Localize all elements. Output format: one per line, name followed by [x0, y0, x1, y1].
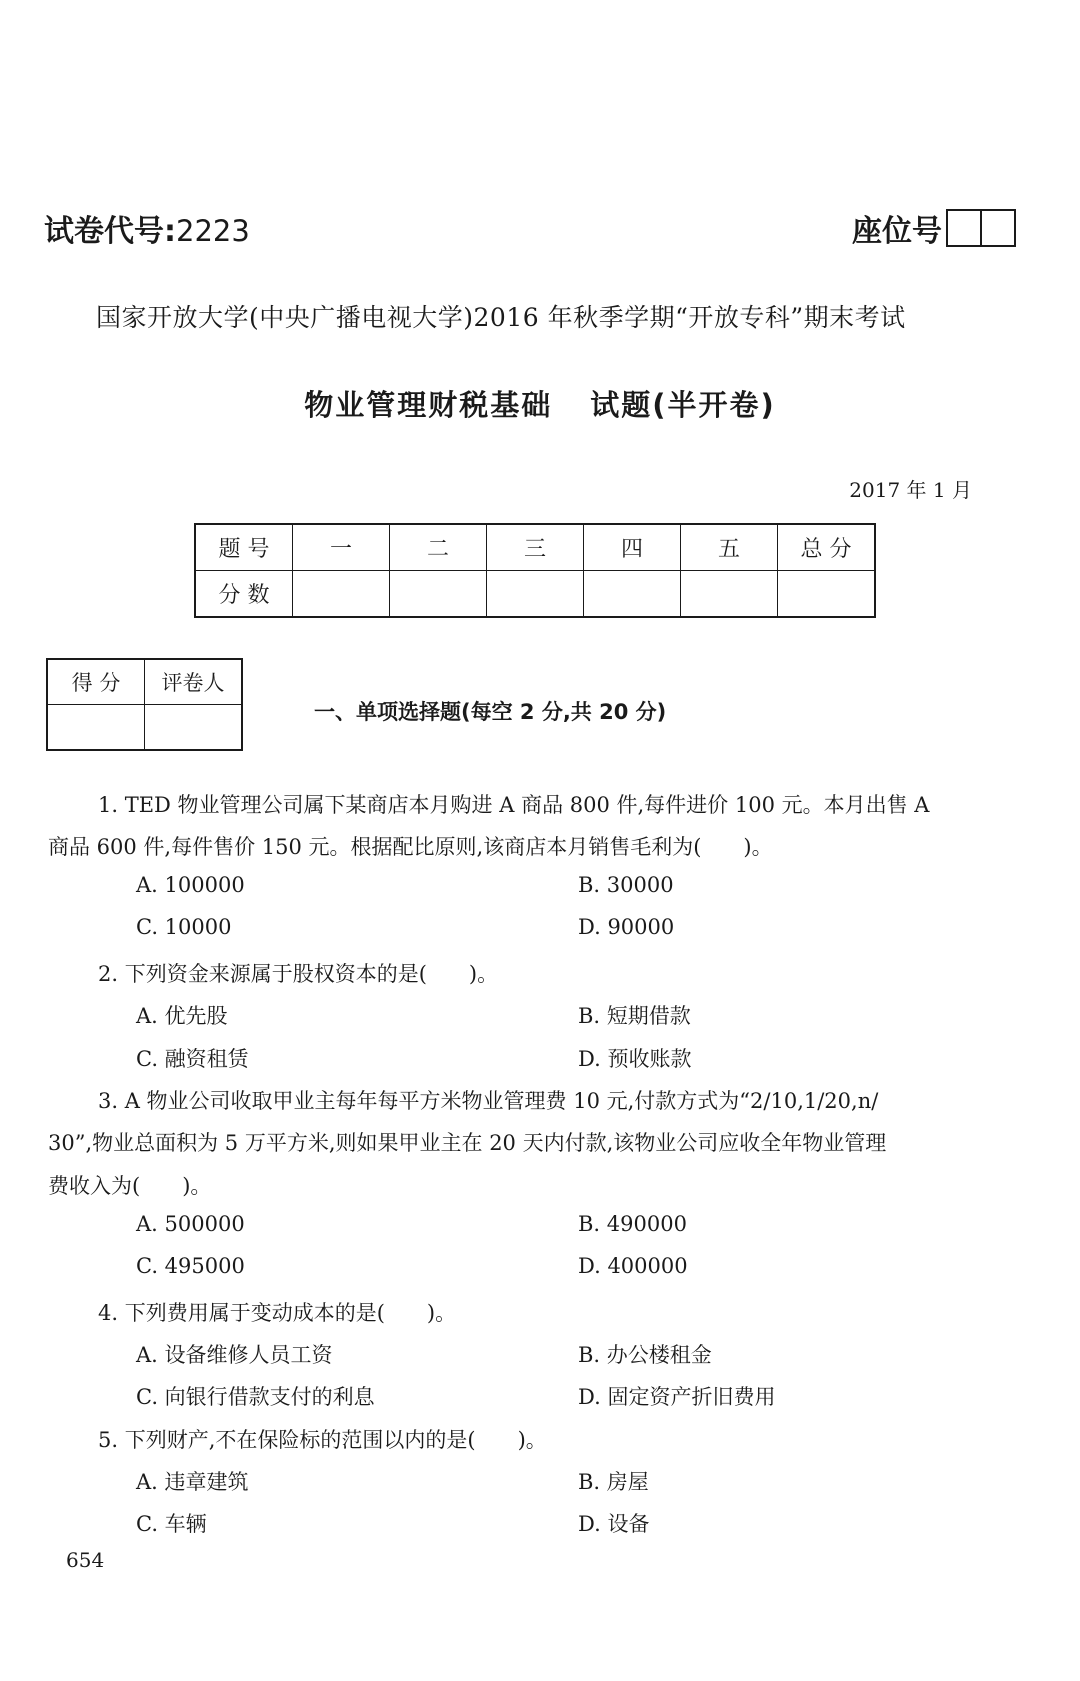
exam-date: 2017 年 1 月	[849, 478, 972, 502]
question-line: 2. 下列资金来源属于股权资本的是( )。	[98, 962, 499, 986]
question-option: C. 融资租赁	[136, 1047, 249, 1071]
seat-box	[948, 211, 980, 245]
seat-number-label: 座位号	[852, 214, 942, 249]
seat-box	[980, 211, 1014, 245]
seat-number	[852, 206, 1016, 250]
question-option: C. 车辆	[136, 1512, 207, 1536]
question-option: D. 预收账款	[578, 1047, 692, 1071]
question-line: 商品 600 件,每件售价 150 元。根据配比原则,该商店本月销售毛利为( )。	[48, 835, 773, 859]
question-option: B. 30000	[578, 873, 674, 897]
grader-cell: 评卷人	[145, 659, 243, 705]
question-line: 30”,物业总面积为 5 万平方米,则如果甲业主在 20 天内付款,该物业公司应收全年物业管理	[48, 1131, 887, 1155]
score-cell-blank	[778, 571, 876, 618]
question-option: A. 500000	[136, 1212, 245, 1236]
question-option: A. 违章建筑	[136, 1470, 249, 1494]
score-cell-blank	[390, 571, 487, 618]
score-cell-blank	[584, 571, 681, 618]
score-cell: 三	[487, 524, 584, 571]
score-cell: 总 分	[778, 524, 876, 571]
exam-code-label: 试卷代号:	[44, 214, 176, 249]
grader-table-header-row	[47, 659, 242, 705]
score-cell-blank	[293, 571, 390, 618]
score-cell-blank	[681, 571, 778, 618]
question-option: A. 设备维修人员工资	[136, 1343, 333, 1367]
question-option: D. 400000	[578, 1254, 688, 1278]
question-option: B. 短期借款	[578, 1004, 691, 1028]
score-cell: 五	[681, 524, 778, 571]
score-cell: 一	[293, 524, 390, 571]
score-cell: 分 数	[195, 571, 293, 618]
exam-code-value: 2223	[176, 214, 250, 248]
grader-table	[46, 658, 243, 751]
exam-code	[44, 206, 250, 250]
score-table	[194, 523, 876, 618]
question-option: A. 优先股	[136, 1004, 228, 1028]
subject-name: 物业管理财税基础	[304, 388, 553, 422]
question-option: B. 房屋	[578, 1470, 649, 1494]
question-line: 1. TED 物业管理公司属下某商店本月购进 A 商品 800 件,每件进价 100 元。本月出售 A	[98, 793, 930, 817]
question-option: C. 向银行借款支付的利息	[136, 1385, 375, 1409]
question-option: D. 90000	[578, 915, 675, 939]
question-option: D. 设备	[578, 1512, 650, 1536]
question-line: 4. 下列费用属于变动成本的是( )。	[98, 1301, 457, 1325]
subject-title	[0, 383, 1080, 424]
seat-number-boxes	[946, 209, 1016, 247]
grader-cell-blank	[47, 705, 145, 751]
score-cell-blank	[487, 571, 584, 618]
question-option: A. 100000	[136, 873, 245, 897]
question-line: 费收入为( )。	[48, 1174, 212, 1198]
section-heading: 一、单项选择题(每空 2 分,共 20 分)	[314, 700, 667, 724]
question-option: B. 办公楼租金	[578, 1343, 712, 1367]
score-cell: 二	[390, 524, 487, 571]
exam-title: 国家开放大学(中央广播电视大学)2016 年秋季学期“开放专科”期末考试	[96, 303, 906, 332]
question-option: C. 495000	[136, 1254, 245, 1278]
paper-type: 试题(半开卷)	[590, 388, 776, 422]
question-option: D. 固定资产折旧费用	[578, 1385, 776, 1409]
question-option: C. 10000	[136, 915, 232, 939]
grader-cell: 得 分	[47, 659, 145, 705]
score-cell: 四	[584, 524, 681, 571]
question-option: B. 490000	[578, 1212, 687, 1236]
page-number: 654	[66, 1548, 105, 1572]
score-table-score-row	[195, 571, 875, 618]
grader-cell-blank	[145, 705, 243, 751]
question-line: 3. A 物业公司收取甲业主每年每平方米物业管理费 10 元,付款方式为“2/10,1/20,n/	[98, 1089, 879, 1113]
score-table-header-row	[195, 524, 875, 571]
grader-table-blank-row	[47, 705, 242, 751]
score-cell: 题 号	[195, 524, 293, 571]
question-line: 5. 下列财产,不在保险标的范围以内的是( )。	[98, 1428, 547, 1452]
